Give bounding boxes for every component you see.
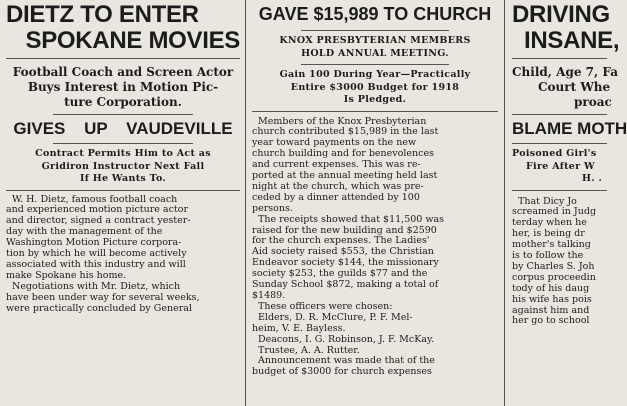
divider xyxy=(252,111,498,112)
body-line: ceded by a dinner attended by 100 xyxy=(252,191,420,203)
subdeck-line: H. . xyxy=(582,173,603,184)
divider xyxy=(512,58,607,59)
deck-line: KNOX PRESBYTERIAN MEMBERS xyxy=(279,35,471,46)
article-dietz xyxy=(0,0,244,406)
body-line: Trustee, A. A. Rutter. xyxy=(258,344,360,356)
divider xyxy=(301,64,449,65)
body-line: tody of his daug xyxy=(512,282,590,294)
divider xyxy=(53,114,193,115)
headline-line-2: SPOKANE MOVIES xyxy=(25,27,240,54)
body-line: tion by which he will become actively xyxy=(6,248,187,260)
deck-line: Buys Interest in Motion Pic- xyxy=(27,80,219,94)
body-line: and current expenses. This was re- xyxy=(252,159,421,171)
body-line: day with the management of the xyxy=(6,226,163,238)
body-text xyxy=(252,117,498,379)
body-line: her go to school xyxy=(512,315,590,327)
headline-line-1: DIETZ TO ENTER xyxy=(6,1,199,28)
subdeck-line: Gridiron Instructor Next Fall xyxy=(41,160,205,172)
divider xyxy=(53,143,193,144)
divider xyxy=(6,190,240,191)
body-line: by Charles S. Joh xyxy=(512,260,595,272)
deck-line: Gain 100 During Year—Practically xyxy=(279,69,471,80)
body-line: church contributed $15,989 in the last xyxy=(252,126,439,138)
body-line: against him and xyxy=(512,304,590,316)
body-line: heim, V. E. Bayless. xyxy=(252,322,346,334)
body-line: church building and for benevolences xyxy=(252,148,434,160)
subhead: BLAME MOTH xyxy=(512,119,627,138)
subhead: GIVES UP VAUDEVILLE xyxy=(13,119,233,138)
deck-line: ture Corporation. xyxy=(64,95,182,109)
subdeck-line: If He Wants To. xyxy=(79,173,167,184)
deck-line: Football Coach and Screen Actor xyxy=(12,65,234,79)
deck-line: Entire $3000 Budget for 1918 xyxy=(290,81,460,93)
deck-1 xyxy=(252,35,498,60)
body-line: screamed in Judg xyxy=(512,206,597,218)
body-line: make Spokane his home. xyxy=(6,269,127,281)
body-line: corpus proceedin xyxy=(512,271,596,283)
deck-line: proac xyxy=(574,95,612,109)
body-line: Announcement was made that of the xyxy=(258,355,435,367)
body-line: persons. xyxy=(252,202,293,214)
article-knox-church xyxy=(248,0,502,406)
body-line: W. H. Dietz, famous football coach xyxy=(12,193,178,205)
deck-2 xyxy=(252,69,498,107)
subdeck-line: Fire After W xyxy=(526,160,596,172)
body-line: These officers were chosen: xyxy=(258,300,393,312)
body-line: and experienced motion picture actor xyxy=(6,204,188,216)
body-line: Negotiations with Mr. Dietz, which xyxy=(12,280,181,292)
body-line: year toward payments on the new xyxy=(252,137,417,149)
column-rule xyxy=(245,0,246,406)
body-line: mother's talking xyxy=(512,239,591,251)
body-line: raised for the new building and $2590 xyxy=(252,224,437,236)
divider xyxy=(512,114,607,115)
subdeck-line: Poisoned Girl's xyxy=(512,148,597,159)
body-line: terday when he xyxy=(512,217,587,229)
body-line: Members of the Knox Presbyterian xyxy=(258,115,427,127)
deck-line: Child, Age 7, Fa xyxy=(512,65,618,79)
deck xyxy=(512,65,618,110)
body-line: is to follow the xyxy=(512,250,584,262)
body-line: Washington Motion Picture corpora- xyxy=(6,237,182,249)
divider xyxy=(512,143,607,144)
body-line: That Dicy Jo xyxy=(518,195,577,207)
body-text xyxy=(6,195,240,315)
subdeck xyxy=(6,148,240,186)
headline-line-2: INSANE, xyxy=(524,27,620,54)
body-line: Endeavor society $144, the missionary xyxy=(252,257,439,269)
body-line: ported at the annual meeting held last xyxy=(252,170,438,182)
body-line: her, is being dr xyxy=(512,228,585,240)
body-line: night at the church, which was pre- xyxy=(252,180,424,192)
article-driving-insane xyxy=(508,0,627,406)
body-line: his wife has pois xyxy=(512,293,592,305)
deck-line: Court Whe xyxy=(538,80,611,94)
body-line: Aid society raised $553, the Christian xyxy=(252,246,434,258)
divider xyxy=(301,30,449,31)
body-line: Deacons, I. G. Robinson, J. F. McKay. xyxy=(258,333,435,345)
body-line: Sunday School $872, making a total of xyxy=(252,279,439,291)
headline: GAVE $15,989 TO CHURCH xyxy=(258,4,492,24)
body-line: $1489. xyxy=(252,290,286,301)
body-line: The receipts showed that $11,500 was xyxy=(258,213,445,225)
body-line: society $253, the guilds $77 and the xyxy=(252,268,428,280)
body-line: budget of $3000 for church expenses xyxy=(252,366,432,378)
divider xyxy=(512,190,607,191)
body-line: and director, signed a contract yester- xyxy=(6,215,191,227)
body-line: Elders, D. R. McClure, P. F. Mel- xyxy=(258,311,413,323)
deck xyxy=(6,65,240,110)
body-line: associated with this industry and will xyxy=(6,258,186,270)
body-line: were practically concluded by General xyxy=(6,302,192,314)
subdeck xyxy=(512,148,607,186)
divider xyxy=(6,58,240,59)
deck-line: HOLD ANNUAL MEETING. xyxy=(301,47,449,59)
subdeck-line: Contract Permits Him to Act as xyxy=(35,148,211,159)
deck-line: Is Pledged. xyxy=(343,94,407,105)
headline-line-1: DRIVING xyxy=(512,1,610,28)
body-text xyxy=(512,197,607,328)
column-rule xyxy=(504,0,505,406)
body-line: have been under way for several weeks, xyxy=(6,291,200,303)
body-line: for the church expenses. The Ladies' xyxy=(252,235,430,247)
